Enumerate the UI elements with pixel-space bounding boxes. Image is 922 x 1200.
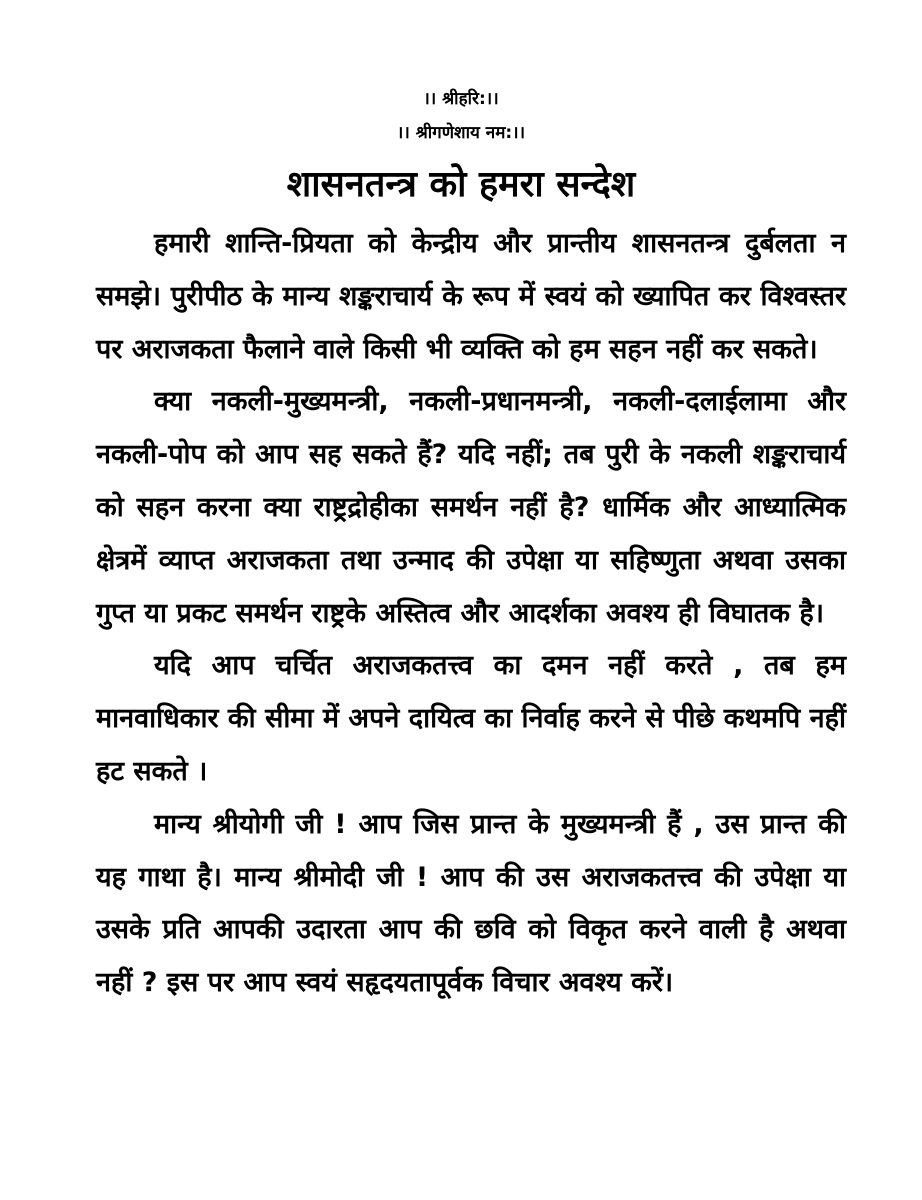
paragraph-3: यदि आप चर्चित अराजकतत्त्व का दमन नहीं करते , तब हम मानवाधिकार की सीमा में अपने दायित्व का निर्वाह करने से पीछे कथमपि नहीं हट सकते । [96,650,846,787]
document-body [96,218,846,1010]
page-title: शासनतन्त्र को हमरा सन्देश [286,164,636,205]
invocation-shriganeshaya: ।। श्रीगणेशाय नम:।। [396,123,526,143]
paragraph-1: हमारी शान्ति-प्रियता को केन्द्रीय और प्रान्तीय शासनतन्त्र दुर्बलता न समझे। पुरीपीठ के मान्य शङ्कराचार्य के रूप में स्वयं को ख्यापित कर विश्वस्तर पर अराजकता फैलाने वाले किसी भी व्यक्ति को हम सहन नहीं कर सकते। [96,228,846,365]
paragraph-4: मान्य श्रीयोगी जी ! आप जिस प्रान्त के मुख्यमन्त्री हैं , उस प्रान्त की यह गाथा है। मान्य श्रीमोदी जी ! आप की उस अराजकतत्त्व की उपेक्षा या उसके प्रति आपकी उदारता आप की छवि को विकृत करने वाली है अथवा नहीं ? इस पर आप स्वयं सहृदयतापूर्वक विचार अवश्य करें। [96,808,846,999]
paragraph-2: क्या नकली-मुख्यमन्त्री, नकली-प्रधानमन्त्री, नकली-दलाईलामा और नकली-पोप को आप सह सकते हैं? यदि नहीं; तब पुरी के नकली शङ्कराचार्य को सहन करना क्या राष्ट्रद्रोहीका समर्थन नहीं है? धार्मिक और आध्यात्मिक क्षेत्रमें व्याप्त अराजकता तथा उन्माद की उपेक्षा या सहिष्णुता अथवा उसका गुप्त या प्रकट समर्थन राष्ट्रके अस्तित्व और आदर्शका अवश्य ही विघातक है। [96,386,846,629]
invocation-shrihari: ।। श्रीहरि:।। [423,89,499,109]
